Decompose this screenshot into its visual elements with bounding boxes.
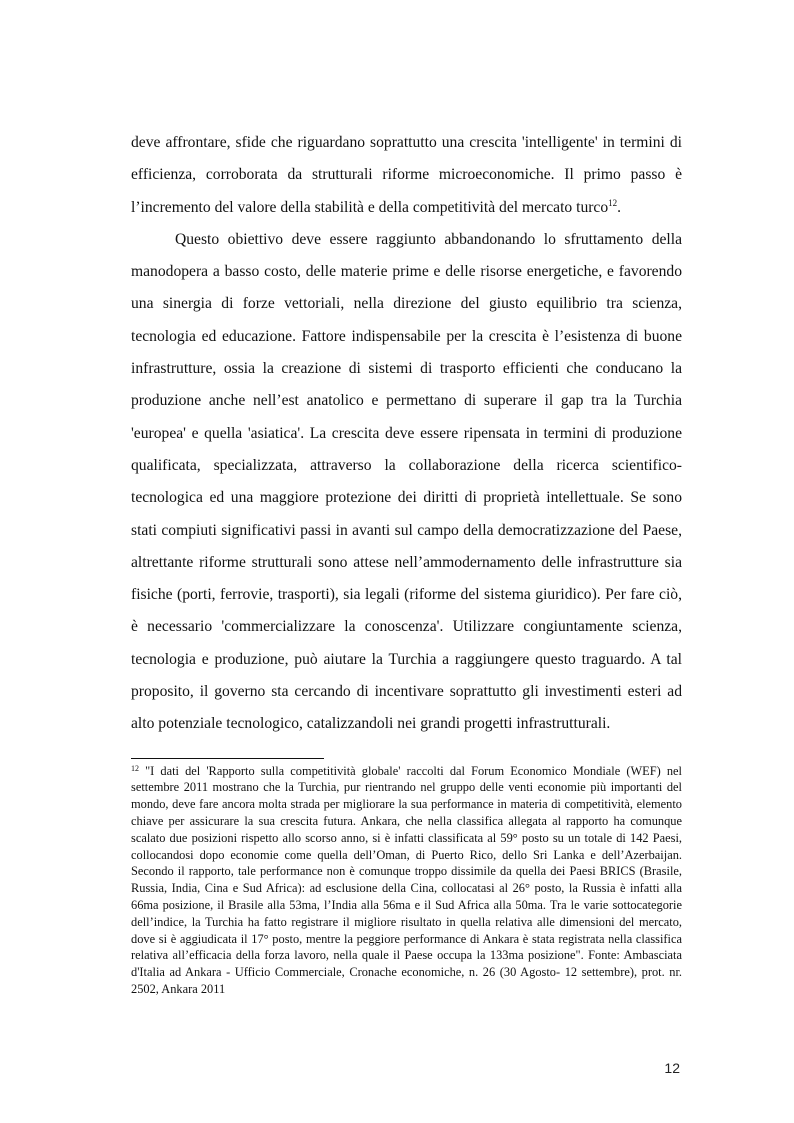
document-page [131, 127, 682, 998]
paragraph-1-text: deve affrontare, sfide che riguardano soprattutto una crescita 'intelligente' in termini di efficienza, corroborata da strutturali riforme microeconomiche. Il primo passo è l’incremento del valore della stabilità e della competitività del mercato turco [131, 134, 682, 216]
paragraph-1 [131, 127, 682, 224]
paragraph-1-period: . [617, 198, 622, 216]
footnote-separator [131, 758, 324, 759]
paragraph-2 [131, 224, 682, 741]
paragraph-2-text: Questo obiettivo deve essere raggiunto abbandonando lo sfruttamento della manodopera a basso costo, delle materie prime e delle risorse energetiche, e favorendo una sinergia di forze vettoriali, nella direzione del giusto equilibrio tra scienza, tecnologia ed educazione. Fattore indispensabile per la crescita è l’esistenza di buone infrastrutture, ossia la creazione di sistemi di trasporto efficienti che conducano la produzione anche nell’est anatolico e permettano di superare il gap tra la Turchia 'europea' e quella 'asiatica'. La crescita deve essere ripensata in termini di produzione qualificata, specializzata, attraverso la collaborazione della ricerca scientifico- tecnologica ed una maggiore protezione dei diritti di proprietà intellettuale. Se sono stati compiuti significativi passi in avanti sul campo della democratizzazione del Paese, altrettante riforme strutturali sono attese nell’ammodernamento delle infrastrutture sia fisiche (porti, ferrovie, trasporti), sia legali (riforme del sistema giuridico). Per fare ciò, è necessario 'commercializzare la conoscenza'. Utilizzare congiuntamente scienza, tecnologia e produzione, può aiutare la Turchia a raggiungere questo traguardo. A tal proposito, il governo sta cercando di incentivare soprattutto gli investimenti esteri ad alto potenziale tecnologico, catalizzandoli nei grandi progetti infrastrutturali. [131, 230, 682, 733]
footnote-text: "I dati del 'Rapporto sulla competitività globale' raccolti dal Forum Economico Mondiale (WEF) nel settembre 2011 mostrano che la Turchia, pur rientrando nel gruppo delle venti economie più importanti del mondo, deve fare ancora molta strada per migliorare la sua performance in materia di competitività, elemento chiave per assicurare la sua crescita futura. Ankara, che nella classifica allegata al rapporto ha comunque scalato due posizioni rispetto allo scorso anno, si è infatti classificata al 59° posto su un totale di 142 Paesi, collocandosi dopo economie come quella dell’Oman, di Puerto Rico, dello Sri Lanka e dell’Azerbaijan. Secondo il rapporto, tale performance non è comunque troppo dissimile da quella dei Paesi BRICS (Brasile, Russia, India, Cina e Sud Africa): ad esclusione della Cina, collocatasi al 26° posto, la Russia è infatti alla 66ma posizione, il Brasile alla 53ma, l’India alla 56ma e il Sud Africa alla 50ma. Tra le varie sottocategorie dell’indice, la Turchia ha fatto registrare il migliore risultato in quella relativa alle dimensioni del mercato, dove si è aggiudicata il 17° posto, mentre la peggiore performance di Ankara è stata registrata nella classifica relativa all’efficacia della forza lavoro, nella quale il Paese occupa la 133ma posizione". Fonte: Ambasciata d'Italia ad Ankara - Ufficio Commerciale, Cronache economiche, n. 26 (30 Agosto- 12 settembre), prot. nr. 2502, Ankara 2011 [131, 763, 682, 996]
page-number: 12 [664, 1060, 680, 1076]
footnote-number: 12 [131, 763, 139, 773]
footnote-12 [131, 763, 682, 998]
footnote-reference[interactable]: 12 [608, 197, 618, 208]
